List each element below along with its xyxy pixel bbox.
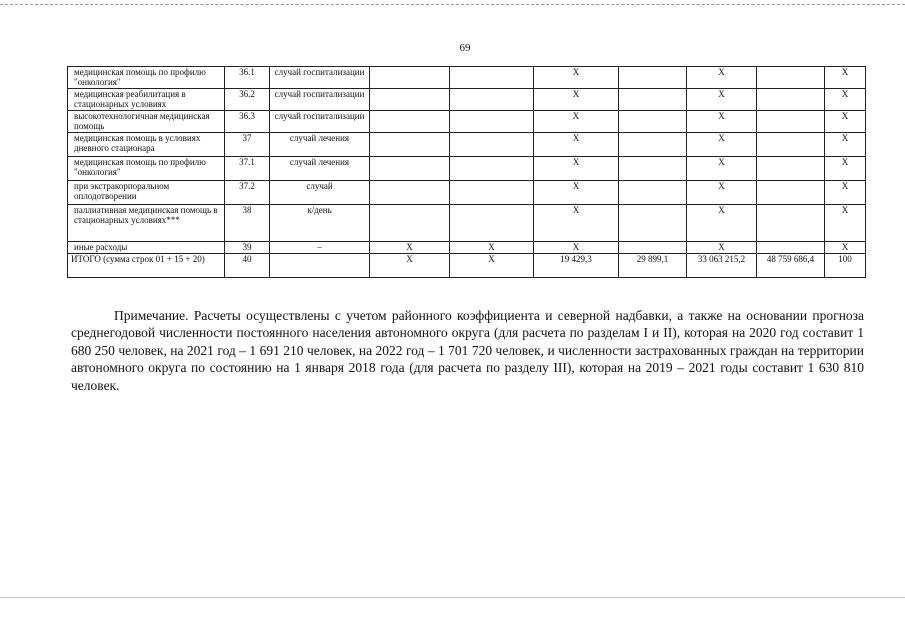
row-code: 37.2 xyxy=(225,181,270,205)
row-cell xyxy=(450,181,534,205)
row-cell: X xyxy=(370,242,450,254)
row-cell: X xyxy=(687,67,757,89)
row-code: 36.1 xyxy=(225,67,270,89)
row-cell: X xyxy=(825,181,866,205)
row-cell: X xyxy=(450,254,534,278)
page-number: 69 xyxy=(459,42,471,54)
table-row xyxy=(68,205,866,242)
row-cell: 100 xyxy=(825,254,866,278)
table-row xyxy=(68,242,866,254)
row-cell: X xyxy=(687,111,757,133)
table-row xyxy=(68,89,866,111)
table-row xyxy=(68,157,866,181)
row-cell: X xyxy=(687,157,757,181)
row-cell: X xyxy=(687,89,757,111)
row-name: ИТОГО (сумма строк 01 + 15 + 20) xyxy=(68,254,225,278)
scan-bottom-edge xyxy=(0,597,905,598)
row-code: 36.3 xyxy=(225,111,270,133)
row-cell: X xyxy=(687,205,757,242)
row-cell xyxy=(450,205,534,242)
row-cell: X xyxy=(825,67,866,89)
row-name: медицинская помощь в условиях дневного стационара xyxy=(68,133,225,157)
row-cell xyxy=(370,205,450,242)
scan-top-edge xyxy=(0,4,905,5)
row-cell xyxy=(619,111,687,133)
row-unit: случай госпитализации xyxy=(270,67,370,89)
row-cell: X xyxy=(825,205,866,242)
row-code: 37 xyxy=(225,133,270,157)
table-row xyxy=(68,133,866,157)
row-cell xyxy=(370,181,450,205)
row-cell xyxy=(450,157,534,181)
row-cell: 29 899,1 xyxy=(619,254,687,278)
row-cell: X xyxy=(687,133,757,157)
row-code: 40 xyxy=(225,254,270,278)
table-row xyxy=(68,67,866,89)
row-cell xyxy=(757,67,825,89)
row-unit: случай госпитализации xyxy=(270,89,370,111)
row-name: паллиативная медицинская помощь в стационарных условиях*** xyxy=(68,205,225,242)
row-cell xyxy=(370,133,450,157)
row-code: 38 xyxy=(225,205,270,242)
table-row xyxy=(68,181,866,205)
row-cell: X xyxy=(825,157,866,181)
row-cell: X xyxy=(450,242,534,254)
note-paragraph: Примечание. Расчеты осуществлены с учетом районного коэффициента и северной надбавки, а также на основании прогноза среднегодовой численности постоянного населения автономного округа (для расчета по разделам I и II), которая на 2020 год составит 1 680 250 человек, на 2021 год – 1 691 210 человек, на 2022 год – 1 701 720 человек, и численности застрахованных граждан на территории автономного округа по состоянию на 1 января 2018 года (для расчета по разделу III), которая на 2019 – 2021 годы составит 1 630 810 человек. xyxy=(71,307,864,393)
row-cell: X xyxy=(370,254,450,278)
row-unit xyxy=(270,254,370,278)
row-name: при экстракорпоральном оплодотворении xyxy=(68,181,225,205)
row-name: медицинская реабилитация в стационарных условиях xyxy=(68,89,225,111)
row-cell: X xyxy=(825,133,866,157)
row-cell: X xyxy=(534,89,619,111)
row-cell xyxy=(619,67,687,89)
row-cell xyxy=(619,181,687,205)
row-unit: случай xyxy=(270,181,370,205)
row-cell: X xyxy=(687,242,757,254)
row-cell xyxy=(370,67,450,89)
table-row-total xyxy=(68,254,866,278)
row-cell: X xyxy=(534,111,619,133)
row-code: 36.2 xyxy=(225,89,270,111)
row-cell xyxy=(450,67,534,89)
row-cell: X xyxy=(825,111,866,133)
row-cell xyxy=(370,157,450,181)
row-unit: к/день xyxy=(270,205,370,242)
row-cell: X xyxy=(687,181,757,205)
row-cell: X xyxy=(534,133,619,157)
row-name: высокотехнологичная медицинская помощь xyxy=(68,111,225,133)
row-cell xyxy=(757,89,825,111)
row-cell: 48 759 686,4 xyxy=(757,254,825,278)
row-cell xyxy=(757,157,825,181)
row-cell: X xyxy=(825,89,866,111)
row-unit: – xyxy=(270,242,370,254)
row-cell xyxy=(370,89,450,111)
row-cell: X xyxy=(534,205,619,242)
row-cell xyxy=(450,89,534,111)
row-cell: X xyxy=(825,242,866,254)
data-table xyxy=(67,66,866,278)
row-unit: случай лечения xyxy=(270,157,370,181)
row-unit: случай лечения xyxy=(270,133,370,157)
row-cell: X xyxy=(534,181,619,205)
row-code: 37.1 xyxy=(225,157,270,181)
table-row xyxy=(68,111,866,133)
row-cell: X xyxy=(534,242,619,254)
row-cell: X xyxy=(534,67,619,89)
row-cell xyxy=(619,157,687,181)
row-cell xyxy=(370,111,450,133)
row-cell xyxy=(450,133,534,157)
row-name: медицинская помощь по профилю "онкология" xyxy=(68,67,225,89)
row-cell xyxy=(450,111,534,133)
row-cell: 19 429,3 xyxy=(534,254,619,278)
row-cell: X xyxy=(534,157,619,181)
row-name: медицинская помощь по профилю "онкология" xyxy=(68,157,225,181)
row-cell xyxy=(757,205,825,242)
row-name: иные расходы xyxy=(68,242,225,254)
row-unit: случай госпитализации xyxy=(270,111,370,133)
row-cell xyxy=(757,111,825,133)
row-cell xyxy=(619,133,687,157)
row-code: 39 xyxy=(225,242,270,254)
row-cell xyxy=(757,133,825,157)
row-cell xyxy=(619,242,687,254)
row-cell xyxy=(619,205,687,242)
row-cell: 33 063 215,2 xyxy=(687,254,757,278)
row-cell xyxy=(757,242,825,254)
row-cell xyxy=(619,89,687,111)
row-cell xyxy=(757,181,825,205)
